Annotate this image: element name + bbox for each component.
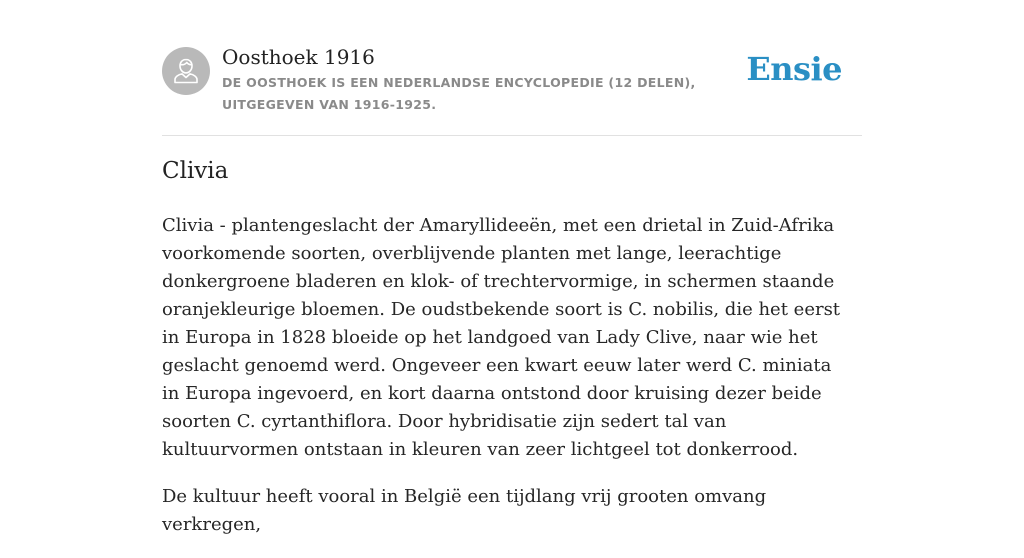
ensie-logo[interactable]: Ensie [746, 50, 842, 88]
source-title[interactable]: Oosthoek 1916 [222, 45, 375, 69]
source-description: DE OOSTHOEK IS EEN NEDERLANDSE ENCYCLOPEDIE (12 DELEN), UITGEGEVEN VAN 1916-1925. [222, 75, 696, 112]
article-title: Clivia [162, 158, 229, 184]
article-paragraph: Clivia - plantengeslacht der Amaryllideeën, met een drietal in Zuid-Afrika voorkomende soorten, overblijvende planten met lange, leerachtige donkergroene bladeren en klok- of trechtervormige, in schermen staande oranjekleurige bloemen. De oudstbekende soort is C. nobilis, die het eerst in Europa in 1828 bloeide op het landgoed van Lady Clive, naar wie het geslacht genoemd werd. Ongeveer een kwart eeuw later werd C. miniata in Europa ingevoerd, en kort daarna ontstond door kruising dezer beide soorten C. cyrtanthiflora. Door hybridisatie zijn sedert tal van kultuurvormen ontstaan in kleuren van zeer lichtgeel tot donkerrood. [162, 215, 841, 460]
article-paragraph: De kultuur heeft vooral in België een tijdlang vrij grooten omvang verkregen, [162, 486, 767, 535]
source-header [162, 0, 862, 136]
source-avatar[interactable] [162, 47, 210, 95]
article-body [162, 212, 852, 558]
user-icon [162, 47, 210, 95]
